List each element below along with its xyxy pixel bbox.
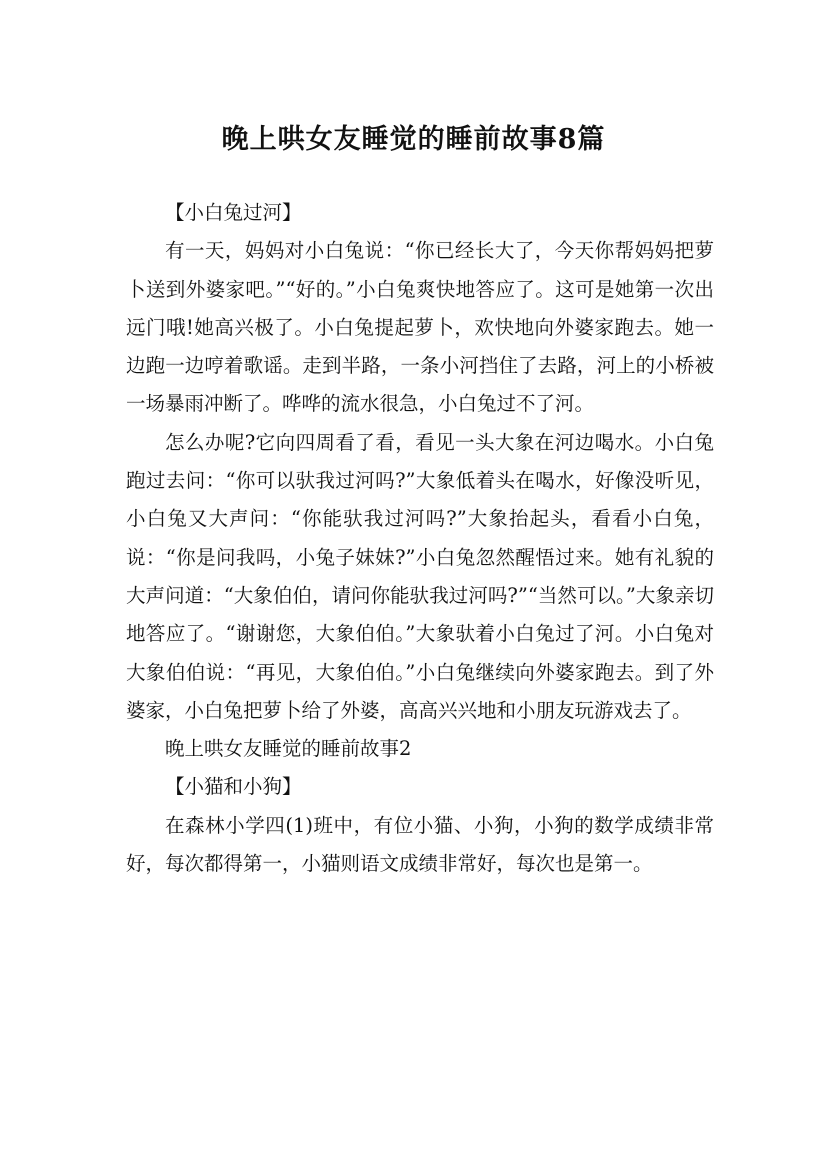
document-title: 晚上哄女友睡觉的睡前故事8篇 bbox=[221, 124, 606, 156]
story-paragraph-3: 在森林小学四(1)班中，有位小猫、小狗，小狗的数学成绩非常好，每次都得第一，小猫则语文成绩非常好，每次也是第一。 bbox=[126, 813, 714, 876]
document-body bbox=[126, 194, 714, 883]
story-heading-rabbit: 【小白兔过河】 bbox=[165, 201, 302, 224]
story-paragraph-1: 有一天，妈妈对小白兔说：“你已经长大了，今天你帮妈妈把萝卜送到外婆家吧。”“好的。”小白兔爽快地答应了。这可是她第一次出远门哦!她高兴极了。小白兔提起萝卜，欢快地向外婆家跑去。她一边跑一边哼着歌谣。走到半路，一条小河挡住了去路，河上的小桥被一场暴雨冲断了。哗哗的流水很急，小白兔过不了河。 bbox=[126, 239, 714, 416]
story-paragraph-2: 怎么办呢?它向四周看了看，看见一头大象在河边喝水。小白兔跑过去问：“你可以驮我过河吗?”大象低着头在喝水，好像没听见，小白兔又大声问：“你能驮我过河吗?”大象抬起头，看看小白兔，说：“你是问我吗，小兔子妹妹?”小白兔忽然醒悟过来。她有礼貌的大声问道：“大象伯伯，请问你能驮我过河吗?”“当然可以。”大象亲切地答应了。“谢谢您，大象伯伯。”大象驮着小白兔过了河。小白兔对大象伯伯说：“再见，大象伯伯。”小白兔继续向外婆家跑去。到了外婆家，小白兔把萝卜给了外婆，高高兴兴地和小朋友玩游戏去了。 bbox=[126, 430, 714, 722]
story-heading-cat-dog: 【小猫和小狗】 bbox=[165, 775, 302, 799]
story-subtitle-2: 晚上哄女友睡觉的睡前故事2 bbox=[165, 737, 412, 761]
